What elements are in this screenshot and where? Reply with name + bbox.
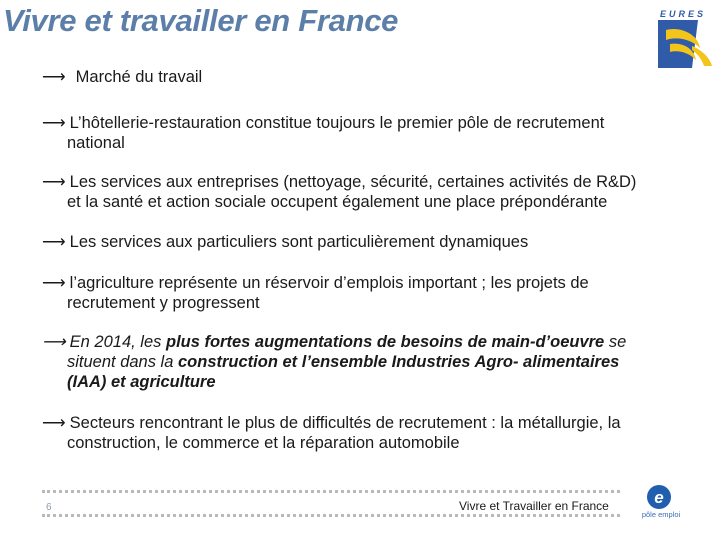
bullet-text: national xyxy=(67,134,125,152)
bullet-text: construction, le commerce et la réparation automobile xyxy=(67,434,460,452)
arrow-icon: ⟶ xyxy=(42,333,66,351)
arrow-icon: ⟶ xyxy=(42,233,66,251)
pole-emploi-logo-letter: e xyxy=(654,488,664,507)
eures-logo xyxy=(652,6,714,70)
arrow-icon: ⟶ xyxy=(42,68,66,86)
bullet-item-services-entreprises xyxy=(42,172,682,212)
bullet-text: En 2014, les xyxy=(69,333,166,351)
bullet-item-2014 xyxy=(42,332,682,392)
bullet-text-bold: construction et l’ensemble Industries Agro- alimentaires xyxy=(178,353,620,371)
bullet-item-agriculture xyxy=(42,273,682,313)
bullet-text: Secteurs rencontrant le plus de difficultés de recrutement : la métallurgie, la xyxy=(69,414,621,432)
arrow-icon: ⟶ xyxy=(42,173,66,191)
arrow-icon: ⟶ xyxy=(42,414,66,432)
pole-emploi-caption: pôle emploi xyxy=(641,510,681,519)
bullet-text-bold: (IAA) et agriculture xyxy=(67,373,216,391)
bullet-text: l’agriculture représente un réservoir d’emplois important ; les projets de xyxy=(69,274,589,292)
arrow-icon: ⟶ xyxy=(42,274,66,292)
section-heading xyxy=(42,67,202,87)
bullet-text: L’hôtellerie-restauration constitue toujours le premier pôle de recrutement xyxy=(69,114,605,132)
footer-divider-top xyxy=(42,490,620,493)
page-number: 6 xyxy=(46,502,52,513)
arrow-icon: ⟶ xyxy=(42,114,66,132)
bullet-text: situent dans la xyxy=(67,353,178,371)
bullet-text: Les services aux entreprises (nettoyage, sécurité, certaines activités de R&D) xyxy=(69,173,637,191)
footer-divider-bottom xyxy=(42,514,620,517)
bullet-item-secteurs-difficultes xyxy=(42,413,682,453)
bullet-item-hotellerie xyxy=(42,113,682,153)
footer-title: Vivre et Travailler en France xyxy=(459,499,609,513)
bullet-text: Les services aux particuliers sont particulièrement dynamiques xyxy=(69,233,529,251)
bullet-text: recrutement y progressent xyxy=(67,294,260,312)
page-title: Vivre et travailler en France xyxy=(3,3,399,38)
eures-logo-text: EURES xyxy=(659,9,707,19)
bullet-text: se xyxy=(604,333,627,351)
bullet-text-bold: plus fortes augmentations de besoins de main-d’oeuvre xyxy=(165,333,605,351)
section-title: Marché du travail xyxy=(75,68,203,86)
bullet-item-services-particuliers xyxy=(42,232,682,252)
bullet-text: et la santé et action sociale occupent également une place prépondérante xyxy=(67,193,608,211)
